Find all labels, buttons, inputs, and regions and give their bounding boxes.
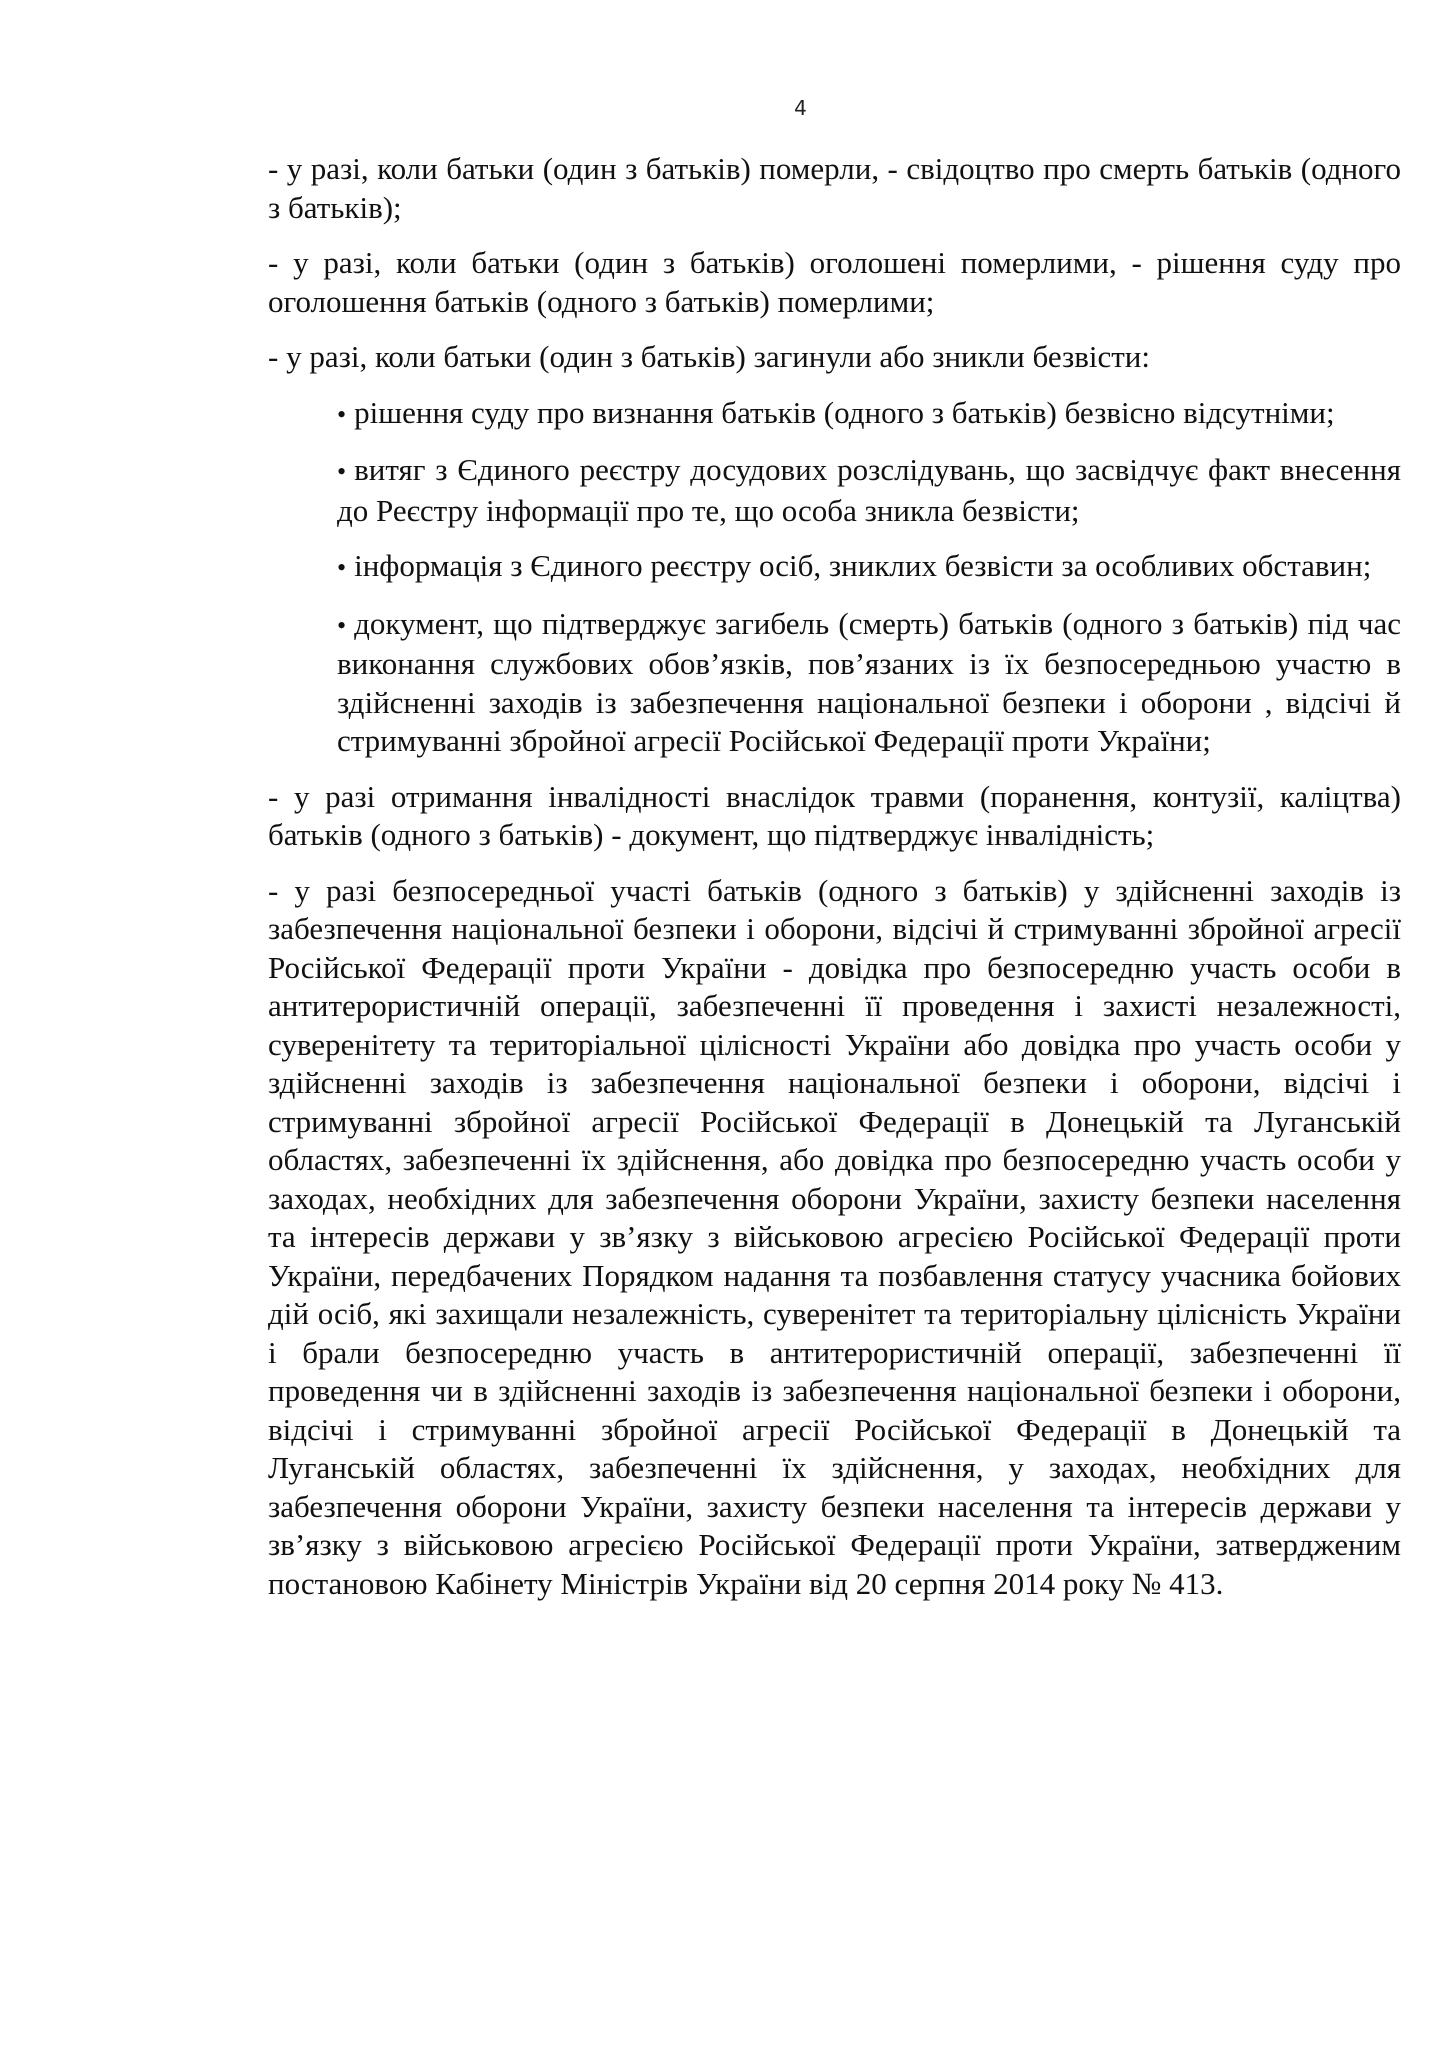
paragraph-combat-participation: - у разі безпосередньої участі батьків (одного з батьків) у здійсненні заходів із забезпечення національної безпеки і оборони, відсічі й стримуванні збройної агресії Російської Федерації проти України - довідка про безпосередню участь особи в антитерористичній операції, забезпеченні її проведення і захисті незалежності, суверенітету та територіальної цілісності України або довідка про участь особи у здійсненні заходів із забезпечення національної безпеки і оборони, відсічі і стримуванні збройної агресії Російської Федерації в Донецькій та Луганській областях, забезпеченні їх здійснення, або довідка про безпосередню участь особи у заходах, необхідних для забезпечення оборони України, захисту безпеки населення та інтересів держави у зв’язку з військовою агресією Російської Федерації проти України, передбачених Порядком надання та позбавлення статусу учасника бойових дій осіб, які захищали незалежність, суверенітет та територіальну цілісність України і брали безпосередню участь в антитерористичній операції, забезпеченні її проведення чи в здійсненні заходів із забезпечення національної безпеки і оборони, відсічі і стримуванні збройної агресії Російської Федерації в Донецькій та Луганській областях, забезпеченні їх здійснення, у заходах, необхідних для забезпечення оборони України, захисту безпеки населення та інтересів держави у зв’язку з військовою агресією Російської Федерації проти України, затвердженим постановою Кабінету Міністрів України від 20 серпня 2014 року № 413. [268,872,1401,1601]
missing-documents-list [268,394,1401,761]
list-item [337,605,1401,761]
document-body [268,150,1401,1620]
bullet-icon: • [337,610,347,640]
list-item-text: документ, що підтверджує загибель (смерть) батьків (одного з батьків) під час виконання службових обов’язків, пов’язаних із їх безпосередньою участю в здійсненні заходів із забезпечення національної безпеки і оборони , відсічі й стримуванні збройної агресії Російської Федерації проти України; [337,605,1401,758]
paragraph-parents-declared-dead: - у разі, коли батьки (один з батьків) оголошені померлими, - рішення суду про оголошення батьків (одного з батьків) померлими; [268,245,1401,319]
bullet-icon: • [337,399,347,429]
list-item [337,547,1401,588]
paragraph-parents-died: - у разі, коли батьки (один з батьків) померли, - свідоцтво про смерть батьків (одного з батьків); [268,151,1401,225]
list-item-text: інформація з Єдиного реєстру осіб, зниклих безвісти за особливих обставин; [354,548,1372,583]
list-item-text: рішення суду про визнання батьків (одного з батьків) безвісно відсутніми; [354,394,1335,430]
paragraph-parents-missing: - у разі, коли батьки (один з батьків) загинули або зникли безвісти: [268,339,1151,374]
bullet-icon: • [337,553,347,582]
page-number: 4 [794,96,807,120]
list-item [337,451,1401,530]
bullet-icon: • [337,457,347,486]
paragraph-disability: - у разі отримання інвалідності внаслідок травми (поранення, контузії, каліцтва) батьків (одного з батьків) - документ, що підтверджує інвалідність; [268,778,1401,852]
list-item-text: витяг з Єдиного реєстру досудових розслідувань, що засвідчує факт внесення до Реєстру інформації про те, що особа зникла безвісти; [337,452,1401,528]
list-item [337,394,1401,435]
